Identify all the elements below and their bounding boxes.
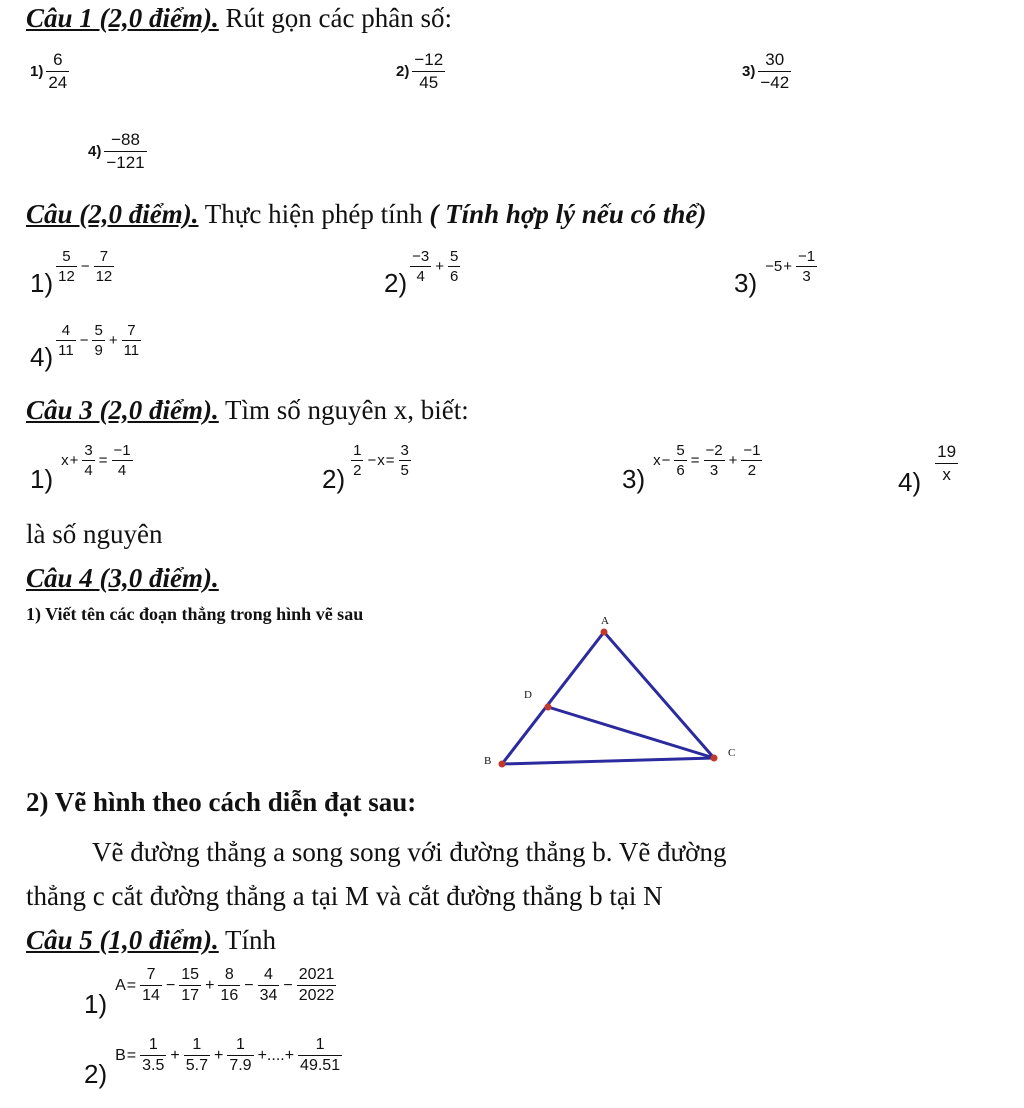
numerator: 4 <box>264 966 273 983</box>
q2-note: ( Tính hợp lý nếu có thể) <box>429 199 707 229</box>
fraction <box>140 966 162 1005</box>
operator: − <box>661 452 671 469</box>
fraction <box>351 442 363 479</box>
numerator: 5 <box>450 248 459 265</box>
operator: − <box>165 976 176 994</box>
fraction <box>104 130 146 173</box>
q5-item-1 <box>84 966 339 1019</box>
label-b: B <box>484 755 492 767</box>
equals-sign: = <box>126 976 137 994</box>
item-number: 2) <box>384 267 408 298</box>
numerator: −1 <box>743 442 761 459</box>
fraction <box>46 50 69 93</box>
q1-title: Rút gọn các phân số: <box>218 3 452 33</box>
operator: + <box>205 976 215 994</box>
operator: − <box>79 332 89 349</box>
q3-title: Tìm số nguyên x, biết: <box>218 395 469 425</box>
q3-item-2 <box>322 442 414 494</box>
numerator: 19 <box>937 442 957 461</box>
equals-sign: = <box>98 452 108 469</box>
numerator: −3 <box>412 248 430 265</box>
item-number: 4) <box>30 341 54 372</box>
fraction <box>92 322 104 359</box>
numerator: 7 <box>99 248 109 265</box>
q2-title: Thực hiện phép tính <box>198 199 423 229</box>
item-number: 1) <box>30 63 44 80</box>
numerator: 5 <box>94 322 103 339</box>
denominator: 17 <box>181 987 200 1004</box>
denominator: x <box>942 465 951 484</box>
label-d: D <box>524 689 532 701</box>
fraction <box>741 442 762 479</box>
denominator: −121 <box>106 153 145 172</box>
item-number: 1) <box>30 267 54 298</box>
denominator: 3 <box>802 268 811 285</box>
variable: x <box>653 452 661 469</box>
numerator: 3 <box>400 442 409 459</box>
denominator: 11 <box>123 342 140 359</box>
denominator: 24 <box>48 73 68 92</box>
q1-heading <box>26 2 452 34</box>
numerator: −2 <box>705 442 723 459</box>
numerator: 7 <box>146 966 156 983</box>
numerator: 1 <box>148 1036 158 1053</box>
numerator: 4 <box>61 322 71 339</box>
fraction <box>184 1036 210 1075</box>
item-number: 4) <box>898 466 922 497</box>
fraction <box>122 322 142 359</box>
q4-part2: 2) Vẽ hình theo cách diễn đạt sau: <box>26 787 417 817</box>
denominator: 2022 <box>298 987 335 1004</box>
operator: − <box>80 258 90 275</box>
fraction <box>448 248 460 285</box>
numerator: 5 <box>62 248 71 265</box>
q5-item-2 <box>84 1036 345 1089</box>
equals-sign: = <box>690 452 700 469</box>
numerator: 6 <box>53 50 63 69</box>
denominator: 6 <box>676 462 685 479</box>
denominator: 5 <box>400 462 409 479</box>
q2-item-2 <box>384 248 463 298</box>
q3-label: Câu 3 (2,0 điểm). <box>26 395 219 425</box>
item-number: 3) <box>622 463 646 494</box>
denominator: 4 <box>416 268 425 285</box>
operator: + <box>213 1046 224 1064</box>
numerator: 5 <box>676 442 685 459</box>
operator: − <box>367 452 377 469</box>
numerator: 7 <box>127 322 136 339</box>
fraction <box>298 1036 342 1075</box>
q2-label: Câu (2,0 điểm). <box>26 199 199 229</box>
numerator: −1 <box>798 248 816 265</box>
operator: − <box>283 976 293 994</box>
item-number: 3) <box>734 267 758 298</box>
label-a: A <box>601 615 609 627</box>
denominator: 16 <box>220 987 239 1004</box>
denominator: 12 <box>95 268 113 285</box>
segment-bc <box>502 758 714 764</box>
fraction <box>140 1036 166 1075</box>
denominator: 5.7 <box>185 1057 208 1074</box>
operator: − <box>244 976 254 994</box>
q5-title: Tính <box>218 925 277 955</box>
fraction <box>179 966 201 1005</box>
point-b <box>499 761 506 768</box>
item-number: 2) <box>322 463 346 494</box>
numerator: −12 <box>414 50 444 69</box>
numerator: −1 <box>113 442 131 459</box>
numerator: 1 <box>236 1036 245 1053</box>
q1-item-2 <box>396 50 448 93</box>
fraction <box>82 442 94 479</box>
q1-item-4 <box>88 130 150 173</box>
numerator: 3 <box>84 442 93 459</box>
q3-item-3 <box>622 442 765 494</box>
fraction <box>56 322 76 359</box>
segment-ac <box>604 632 714 758</box>
segment-ab <box>502 632 604 764</box>
item-number: 3) <box>742 63 756 80</box>
fraction <box>410 248 431 285</box>
variable: x <box>61 452 69 469</box>
q1-item-1 <box>30 50 72 93</box>
operator: + <box>435 258 444 275</box>
denominator: 34 <box>259 987 278 1004</box>
denominator: 12 <box>58 268 75 285</box>
q5-label: Câu 5 (1,0 điểm). <box>26 925 219 955</box>
item-number: 4) <box>88 143 102 160</box>
fraction <box>112 442 133 479</box>
fraction <box>674 442 686 479</box>
fraction <box>258 966 280 1005</box>
equals-sign: = <box>385 452 395 469</box>
numerator: 2021 <box>298 966 335 983</box>
q2-item-3 <box>734 248 820 298</box>
denominator: 2 <box>353 462 362 479</box>
fraction <box>399 442 411 479</box>
point-d <box>545 704 552 711</box>
fraction <box>94 248 115 285</box>
denominator: 4 <box>84 462 93 479</box>
denominator: 3 <box>709 462 719 479</box>
numerator: 15 <box>181 966 200 983</box>
denominator: 49.51 <box>300 1057 341 1074</box>
numerator: 1 <box>315 1036 325 1053</box>
q3-item-4 <box>898 442 961 497</box>
point-c <box>711 755 718 762</box>
q2-item-1 <box>30 248 117 298</box>
point-a <box>601 629 608 636</box>
numerator: −88 <box>111 130 140 149</box>
numerator: 8 <box>224 966 234 983</box>
segment-dc <box>548 707 714 758</box>
operator: + <box>728 452 738 469</box>
operator: + <box>783 258 792 275</box>
fraction <box>227 1036 253 1075</box>
q1-label: Câu 1 (2,0 điểm). <box>26 3 219 33</box>
denominator: 11 <box>58 342 74 359</box>
variable: x <box>377 452 385 469</box>
fraction <box>935 442 958 485</box>
denominator: 14 <box>142 987 160 1004</box>
q5-heading <box>26 924 276 956</box>
q2-item-4 <box>30 322 144 372</box>
item-number: 1) <box>84 988 108 1019</box>
numerator: 30 <box>765 50 785 69</box>
operator: +....+ <box>257 1046 295 1064</box>
fraction <box>796 248 817 285</box>
denominator: 2 <box>747 462 757 479</box>
q4-heading <box>26 562 219 594</box>
variable: B <box>115 1046 126 1064</box>
denominator: 7.9 <box>229 1057 252 1074</box>
q4-part1: 1) Viết tên các đoạn thẳng trong hình vẽ sau <box>26 604 364 624</box>
denominator: 9 <box>94 342 103 359</box>
numerator: 1 <box>192 1036 202 1053</box>
item-number: 2) <box>396 63 410 80</box>
fraction <box>218 966 240 1005</box>
operator: + <box>108 332 118 349</box>
variable: A <box>115 976 126 994</box>
denominator: −42 <box>760 73 790 92</box>
fraction <box>56 248 77 285</box>
integer-term: −5 <box>765 258 783 275</box>
operator: + <box>69 452 79 469</box>
fraction <box>758 50 791 93</box>
q3-item-1 <box>30 442 136 494</box>
fraction <box>704 442 725 479</box>
q3-heading <box>26 394 469 426</box>
item-number: 1) <box>30 463 54 494</box>
q3-tail: là số nguyên <box>26 519 163 549</box>
q2-heading <box>26 198 706 230</box>
denominator: 4 <box>117 462 127 479</box>
item-number: 2) <box>84 1058 108 1089</box>
q1-item-3 <box>742 50 794 93</box>
q4-description-line2: thẳng c cắt đường thẳng a tại M và cắt đường thẳng b tại N <box>26 881 663 911</box>
label-c: C <box>728 747 736 759</box>
numerator: 1 <box>353 442 362 459</box>
triangle-figure <box>470 608 770 778</box>
denominator: 3.5 <box>142 1057 165 1074</box>
operator: + <box>170 1046 180 1064</box>
q4-description-line1: Vẽ đường thẳng a song song với đường thẳng b. Vẽ đường <box>92 837 727 867</box>
denominator: 45 <box>419 73 439 92</box>
equals-sign: = <box>126 1046 137 1064</box>
fraction <box>412 50 445 93</box>
q4-label: Câu 4 (3,0 điểm). <box>26 563 219 593</box>
fraction <box>297 966 337 1005</box>
denominator: 6 <box>450 268 459 285</box>
